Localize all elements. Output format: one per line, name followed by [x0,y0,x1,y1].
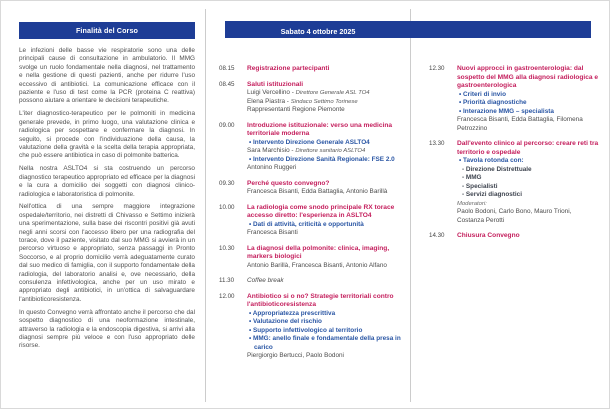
column-divider-left [205,9,206,402]
schedule-item [429,65,599,133]
schedule-item-body [247,277,403,286]
course-aims-paragraph: Nell'ottica di una sempre maggiore integrazione ospedale/territorio, nei distretti di Chivasso e Settimo inizierà una sperimentazione, sulla base dei riscontri positivi già avuti negli anni scorsi con l'accesso libero per una radiografia del torace, dove il paziente, visitato dal suo MMG si avvierà in un percorso virtuoso e appropriato, senza passaggi in Pronto Soccorso, e al proprio domicilio verrà adeguatamente curato dal suo medico di famiglia, con il supporto fondamentale della radiologia, del laboratorio analisi e, ove necessario, della consulenza infettivologica, anche per un uso mirato e appropriato degli antibiotici, in un'ottica di salvaguardare l'antibioticoresistenza. [19,203,195,303]
column-divider-right [410,9,411,402]
speaker-role-label: Sindaco Settimo Torinese [290,98,358,105]
schedule-line-speaker: Francesca Bisanti, Edda Battaglia, Antonio Barillà [247,188,388,195]
schedule-line-bullet: • Intervento Direzione Sanità Regionale: FSE 2.0 [249,155,395,163]
schedule-line-speaker: Paolo Bodoni, Carlo Bono, Mauro Trioni, Costanza Perotti [457,208,572,224]
schedule-item [219,245,403,271]
schedule-date-label: Sabato 4 ottobre 2025 [280,27,356,36]
schedule-line-speaker: Elena Piastra - Sindaco Settimo Torinese [247,97,358,105]
course-aims-text [19,47,195,351]
time-label: 10.00 [219,203,235,211]
schedule-item-body [247,65,403,74]
schedule-item-body [247,293,403,361]
course-aims-paragraph: Le infezioni delle basse vie respiratorie sono una delle principali cause di consultazione in ambulatorio. Il MMG svolge un ruolo fondamentale nella diagnosi, nel trattamento e nella gestione di questi pazienti, anche per ridurre l'uso eccessivo di antibiotici. La comunicazione efficace con il paziente e l'uso di test come la PCR (proteina C reattiva) possono aiutare a orientare le decisioni terapeutiche. [19,47,195,105]
schedule-item [219,81,403,115]
schedule-column-afternoon [429,65,599,248]
schedule-line-bullet: • Interazione MMG – specialista [459,107,554,115]
schedule-item [219,122,403,173]
schedule-item-body [247,81,403,115]
schedule-item [219,204,403,238]
schedule-item [219,180,403,197]
course-aims-paragraph: L'iter diagnostico-terapeutico per le polmoniti in medicina generale prevede, in primo luogo, una valutazione clinica e radiologica per sospettare e confermare la diagnosi. In seguito, si procede con l'individuazione della causa, la valutazione della gravità e la scelta della terapia appropriata, che può essere antibiotica in caso di polmonite batterica. [19,110,195,160]
schedule-line-dash: - MMG [462,174,482,181]
schedule-line-bullet: • Tavola rotonda con: [459,157,524,164]
schedule-item [219,277,403,286]
schedule-line-speaker: Rappresentanti Regione Piemonte [247,106,345,113]
course-aims-paragraph: Nella nostra ASLTO4 si sta costruendo un percorso diagnostico terapeutico appropriato ed efficace per la diagnosi e la cura a domicilio dei soggetti con diagnosi clinico-radiologica e laboratoristica di polmonite. [19,165,195,198]
schedule-line-dash: - Servizi diagnostici [462,191,523,198]
schedule-line-bullet: • MMG: anello finale e fondamentale della presa in carico [249,335,401,351]
schedule-date-bar [225,21,591,38]
schedule-line-title: Dall'evento clinico al percorso: creare reti tra territorio e ospedale [457,140,599,156]
schedule-line-bullet: • Valutazione del rischio [249,318,322,325]
time-label: 08.45 [219,80,235,88]
schedule-item-body [457,232,599,241]
schedule-line-dash: - Direzione Distrettuale [462,165,532,173]
schedule-item-body [457,65,599,133]
schedule-line-speaker: Antonino Ruggeri [247,164,297,171]
schedule-line-bullet: • Priorità diagnostiche [459,99,527,106]
schedule-line-note: Moderatori: [457,200,487,207]
schedule-line-title: Antibiotico si o no? Strategie territoriali contro l'antibioticoresistenza [247,292,394,308]
time-label: 12.00 [219,292,235,300]
time-label: 13.30 [429,140,445,147]
schedule-item [429,140,599,225]
schedule-line-speaker: Antonio Barillà, Francesca Bisanti, Antonio Alfano [247,261,387,269]
schedule-item-body [247,180,403,197]
schedule-line-title: Nuovi approcci in gastroenterologia: dal sospetto del MMG alla diagnosi radiologica e gastroenterologica [457,65,599,89]
schedule-line-speaker: Piergiorgio Bertucci, Paolo Bodoni [247,352,344,359]
schedule-line-title: Chiusura Convegno [457,232,520,239]
time-label: 09.00 [219,121,235,129]
course-aims-panel [19,22,195,355]
time-label: 14.30 [429,232,445,239]
time-label: 11.30 [219,277,235,284]
schedule-line-title: La diagnosi della polmonite: clinica, imaging, markers biologici [247,244,390,260]
schedule-item-body [457,140,599,225]
schedule-item-body [247,204,403,238]
schedule-line-bullet: • Dati di attività, criticità e opportunità [249,220,364,228]
schedule-item-body [247,122,403,173]
schedule-line-bullet: • Intervento Direzione Generale ASLTO4 [249,138,370,146]
time-label: 09.30 [219,179,235,187]
schedule-line-speaker: Sara Marchisio - Direttore sanitario ASLTO4 [247,147,366,154]
schedule-line-cbreak: Coffee break [247,277,284,284]
time-label: 12.30 [429,65,445,72]
speaker-role-label: Direttore sanitario ASLTO4 [295,148,366,154]
course-aims-paragraph: In questo Convegno verrà affrontato anche il percorso che dal sospetto diagnostico di una neoformazione intestinale, attraverso la radiologia e la endoscopia digestiva, si arrivi alla diagnosi sempre più veloce e con l'uso appropriato delle risorse. [19,308,195,350]
schedule-line-title: Saluti istituzionali [247,80,304,88]
schedule-line-speaker: Francesca Bisanti, Edda Battaglia, Filomena Petrozzino [457,116,583,132]
time-label: 08.15 [219,65,235,72]
schedule-line-bullet: • Supporto infettivologico al territorio [249,326,363,334]
schedule-line-title: Perché questo convegno? [247,179,330,187]
course-aims-header: Finalità del Corso [19,22,195,39]
schedule-line-title: La radiologia come snodo principale RX torace accesso diretto: l'esperienza in ASLTO4 [247,203,395,219]
schedule-item [219,65,403,74]
schedule-column-morning [219,65,403,368]
speaker-role-label: Direttore Generale ASL TO4 [295,90,370,96]
schedule-line-dash: - Specialisti [462,182,498,190]
schedule-line-bullet: • Criteri di invio [459,90,506,98]
schedule-item [219,293,403,361]
schedule-item-body [247,245,403,271]
schedule-line-title: Introduzione istituzionale: verso una medicina territoriale moderna [247,121,393,137]
schedule-line-speaker: Francesca Bisanti [247,229,298,236]
schedule-item [429,232,599,241]
schedule-line-speaker: Luigi Vercellino - Direttore Generale ASL TO4 [247,89,370,96]
time-label: 10.30 [219,244,235,252]
schedule-line-bullet: • Appropriatezza prescrittiva [249,309,336,317]
schedule-line-title: Registrazione partecipanti [247,65,330,72]
